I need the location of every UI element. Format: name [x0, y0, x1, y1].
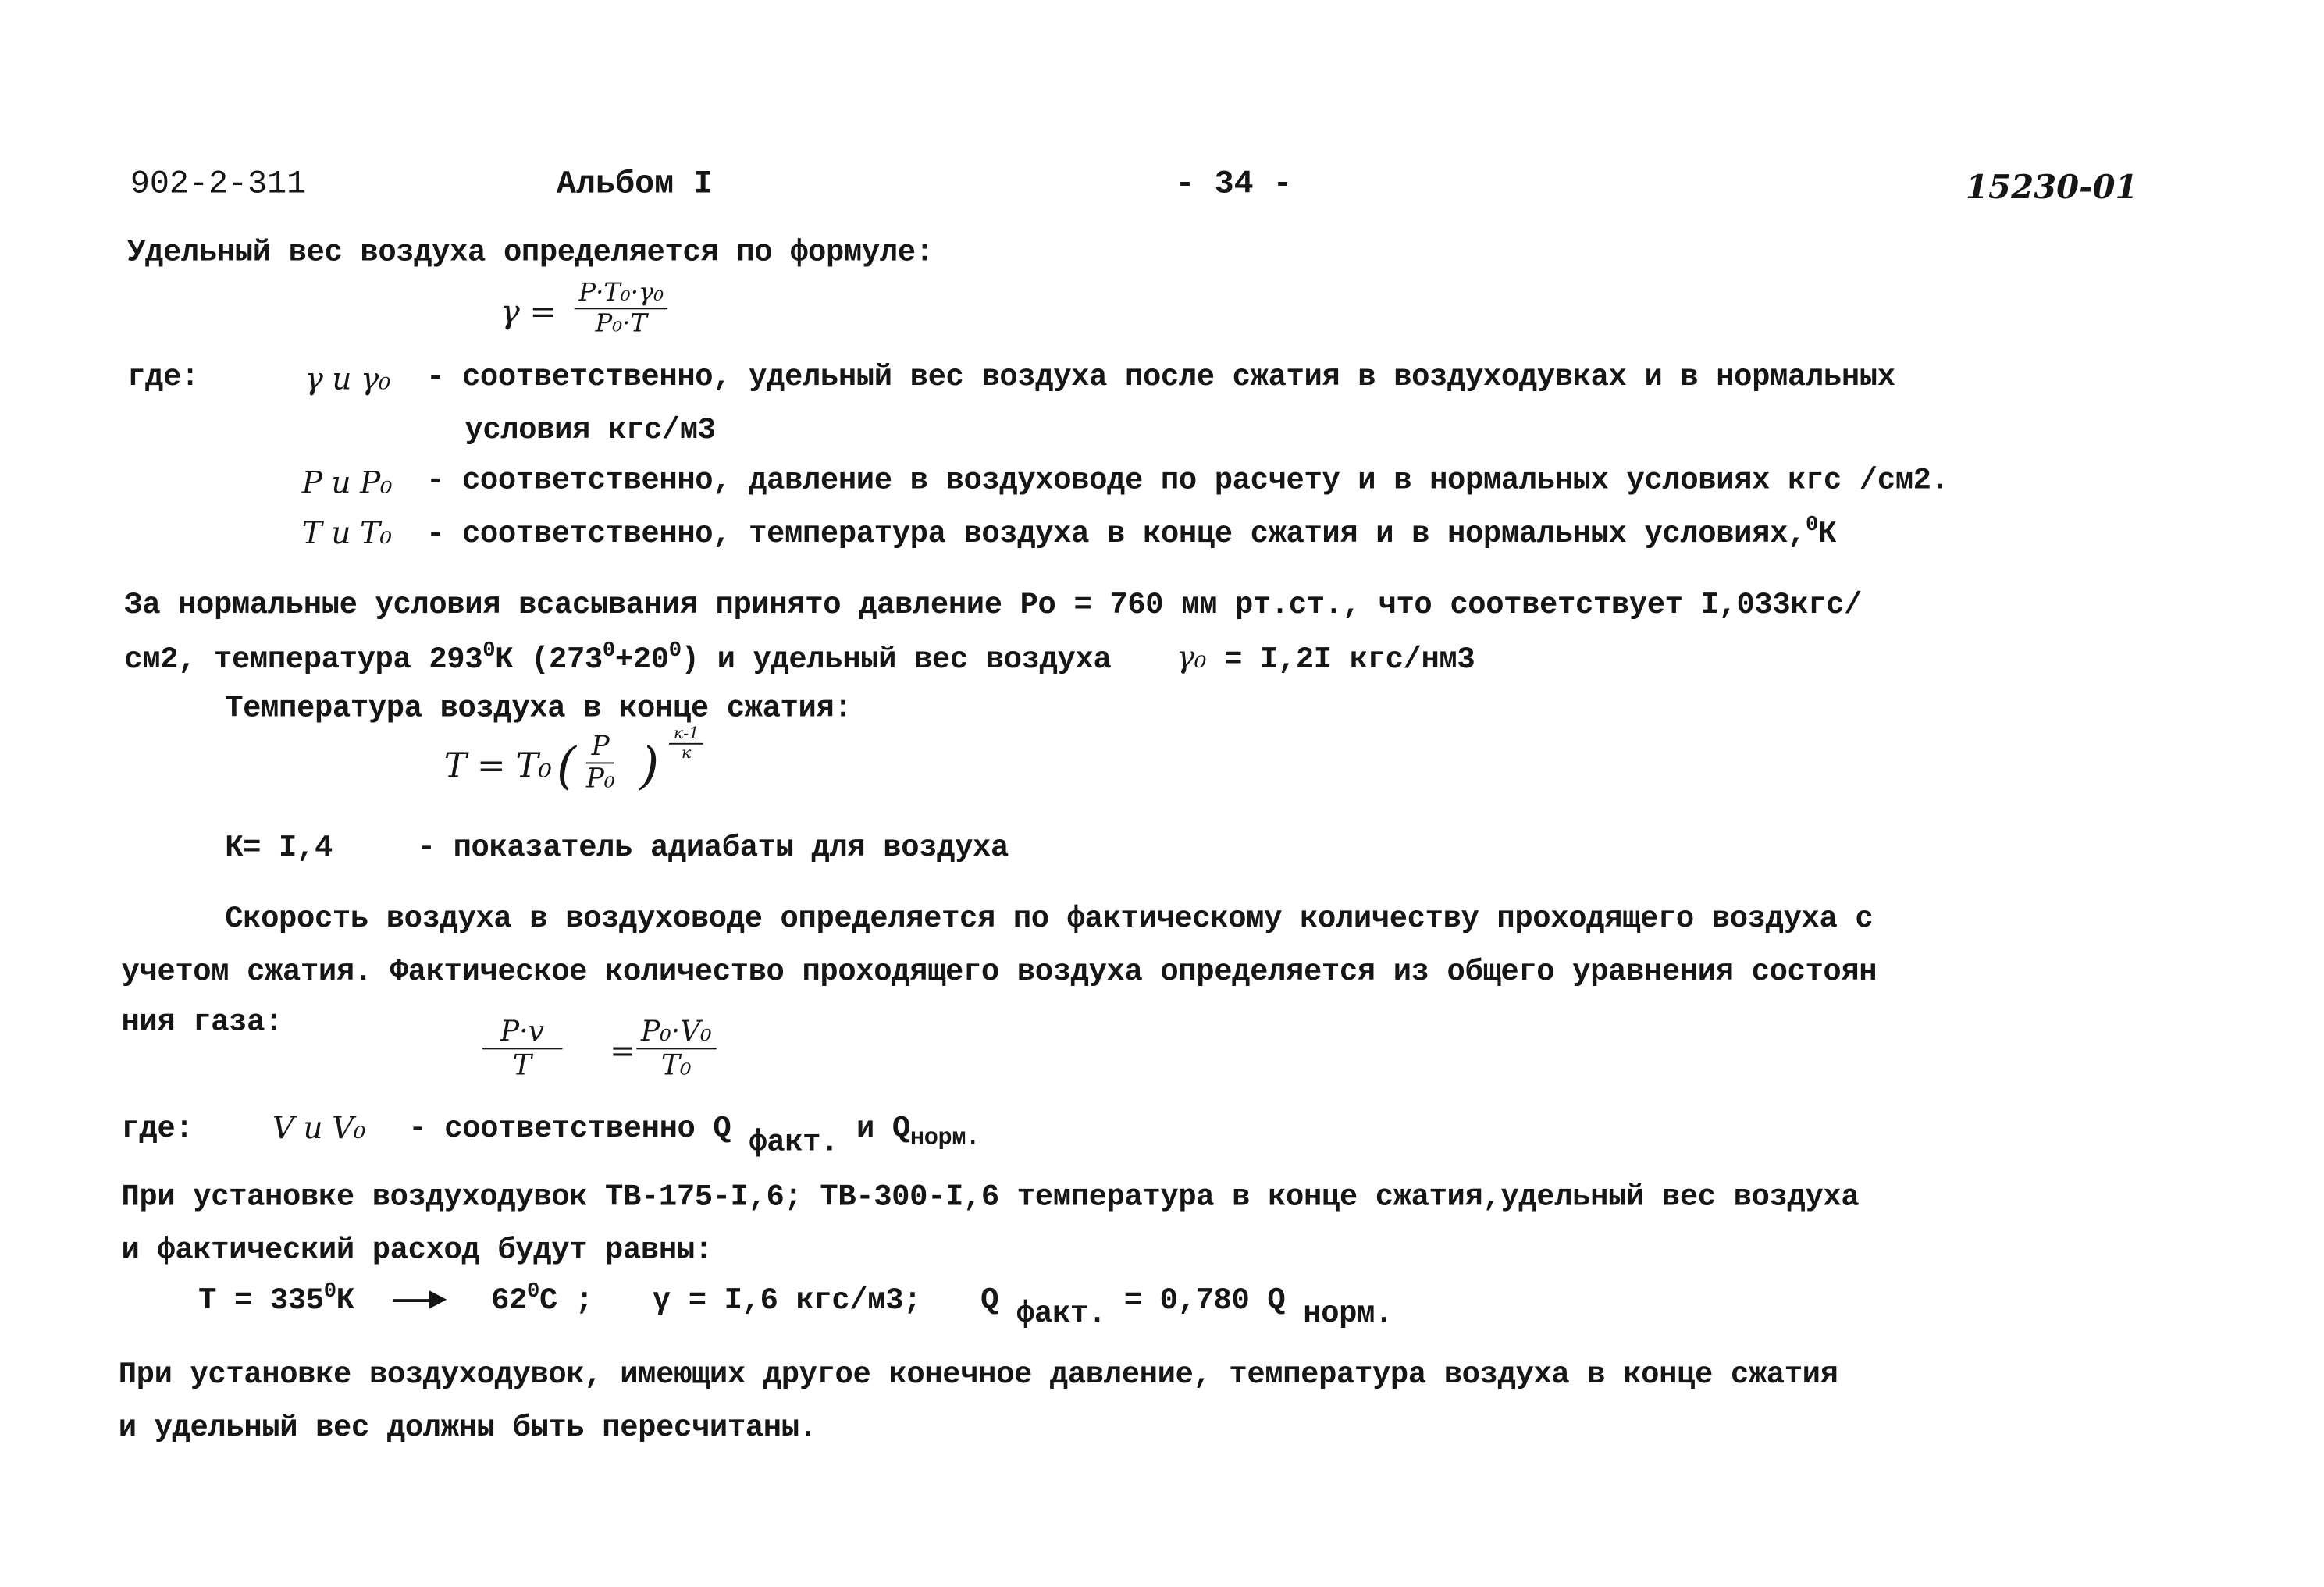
formula-temp-ratio-denominator: P₀ [585, 763, 615, 795]
degree-sign: 0 [323, 1280, 336, 1304]
def-pressure-text: - соответственно, давление в воздуховоде по расчету и в нормальных условиях кгс /см2. [426, 464, 1949, 499]
formula-gas-equals: = [610, 1033, 635, 1069]
degree-sign: 0 [1805, 514, 1818, 538]
norm-text-e: = I,2I кгс/нм3 [1224, 643, 1475, 678]
album-title: Альбом I [556, 165, 714, 203]
formula-gas-left-denominator: T [512, 1049, 532, 1083]
formula-gas-right-denominator: T₀ [661, 1049, 692, 1083]
adiabatic-index-value: К= I,4 [225, 831, 333, 866]
normal-conditions-line-1: За нормальные условия всасывания принято давление Ро = 760 мм рт.ст., что соответствует I,033кгс/ [124, 589, 1863, 624]
degree-sign: 0 [668, 639, 682, 664]
def-temperature-body: - соответственно, температура воздуха в конце сжатия и в нормальных условиях, [426, 518, 1806, 553]
formula-temp-close-paren: ) [639, 737, 659, 797]
degree-sign: 0 [482, 639, 496, 664]
formula-gamma-lhs: γ = [500, 294, 557, 332]
def-temperature-symbols: T и T₀ [301, 514, 392, 551]
def-gamma-continuation: условия кгс/м3 [464, 414, 716, 449]
subscript-norm: норм. [909, 1125, 980, 1152]
formula-gamma-numerator: P·T₀·γ₀ [575, 278, 668, 309]
intro-paragraph: Удельный вес воздуха определяется по формуле: [127, 237, 934, 271]
norm-text-a: см2, температура 293 [124, 643, 483, 678]
formula-temp-exponent-numerator: к-1 [669, 725, 703, 745]
subscript-actual: факт. [749, 1126, 839, 1161]
def-temperature-text [426, 514, 1836, 555]
def-volume-and: и Q [856, 1112, 910, 1148]
degree-sign: 0 [527, 1280, 539, 1304]
inventory-number: 15230-01 [1966, 169, 2138, 208]
formula-gas-left [482, 1016, 562, 1082]
formula-gamma-denominator: P₀·T [595, 309, 647, 340]
formula-temp-open-paren: ( [556, 737, 576, 797]
norm-text-d: ) и удельный вес воздуха [681, 643, 1112, 678]
normal-conditions-line-2 [124, 639, 1475, 681]
def-gamma-text: - соответственно, удельный вес воздуха после сжатия в воздуходувках и в нормальных [426, 361, 1895, 396]
def-pressure-symbols: P и P₀ [301, 464, 393, 500]
installation-paragraph-line-2: и фактический расход будут равны: [121, 1234, 713, 1269]
result-celsius-unit: С ; [539, 1284, 593, 1319]
norm-text-b: К (273 [495, 643, 603, 678]
subscript-norm: норм. [1303, 1298, 1393, 1333]
formula-temp-lhs: T = T₀ [443, 747, 552, 786]
speed-paragraph-line-3: ния газа: [121, 1006, 283, 1041]
def-volume-body: - соответственно Q [408, 1112, 731, 1148]
other-blowers-line-2: и удельный вес должны быть пересчитаны. [118, 1411, 817, 1446]
results-line [198, 1280, 1393, 1333]
adiabatic-index-text: - показатель адиабаты для воздуха [417, 831, 1009, 866]
degree-sign: 0 [602, 639, 615, 664]
formula-temp-ratio [586, 731, 615, 795]
def-volume-symbols: V и V₀ [272, 1110, 366, 1146]
norm-text-c: +20 [614, 643, 669, 678]
result-temperature: Т = 335 [198, 1284, 324, 1319]
result-specific-weight: γ = I,6 кгс/м3; [652, 1284, 922, 1319]
other-blowers-line-1: При установке воздуходувок, имеющих другое конечное давление, температура воздуха в конце сжатия [118, 1358, 1838, 1393]
subscript-actual: факт. [1016, 1298, 1106, 1333]
where-label-2: где: [121, 1112, 194, 1148]
page-number: - 34 - [1175, 165, 1293, 203]
speed-paragraph-line-1: Скорость воздуха в воздуховоде определяется по фактическому количеству проходящего воздуха с [225, 902, 1874, 938]
result-kelvin: К [336, 1284, 354, 1319]
formula-gas-right [636, 1016, 716, 1082]
result-celsius-value: 62 [491, 1284, 528, 1319]
formula-gamma-fraction [575, 278, 668, 339]
installation-paragraph-line-1: При установке воздуходувок ТВ-175-I,6; ТВ-300-I,6 температура в конце сжатия,удельный вес воздуха [121, 1181, 1860, 1215]
formula-temp-exponent-denominator: к [681, 742, 692, 763]
where-label-1: где: [127, 361, 199, 396]
result-flow-q: Q [980, 1284, 999, 1319]
end-temperature-heading: Температура воздуха в конце сжатия: [225, 692, 852, 727]
result-flow-ratio: = 0,780 Q [1123, 1284, 1286, 1319]
def-gamma-symbols: γ и γ₀ [304, 361, 391, 397]
document-code: 902-2-311 [130, 165, 307, 203]
formula-temp-ratio-numerator: P [586, 731, 615, 764]
def-volume-text [408, 1112, 980, 1161]
gamma0-symbol: γ₀ [1176, 639, 1207, 675]
kelvin-unit: К [1817, 518, 1836, 553]
formula-temp-exponent [669, 725, 703, 762]
speed-paragraph-line-2: учетом сжатия. Фактическое количество проходящего воздуха определяется из общего уравнения состоян [121, 955, 1877, 991]
formula-gas-right-numerator: P₀·V₀ [636, 1016, 716, 1050]
formula-gas-left-numerator: P·v [482, 1016, 562, 1050]
arrow-icon: ——► [393, 1284, 447, 1319]
